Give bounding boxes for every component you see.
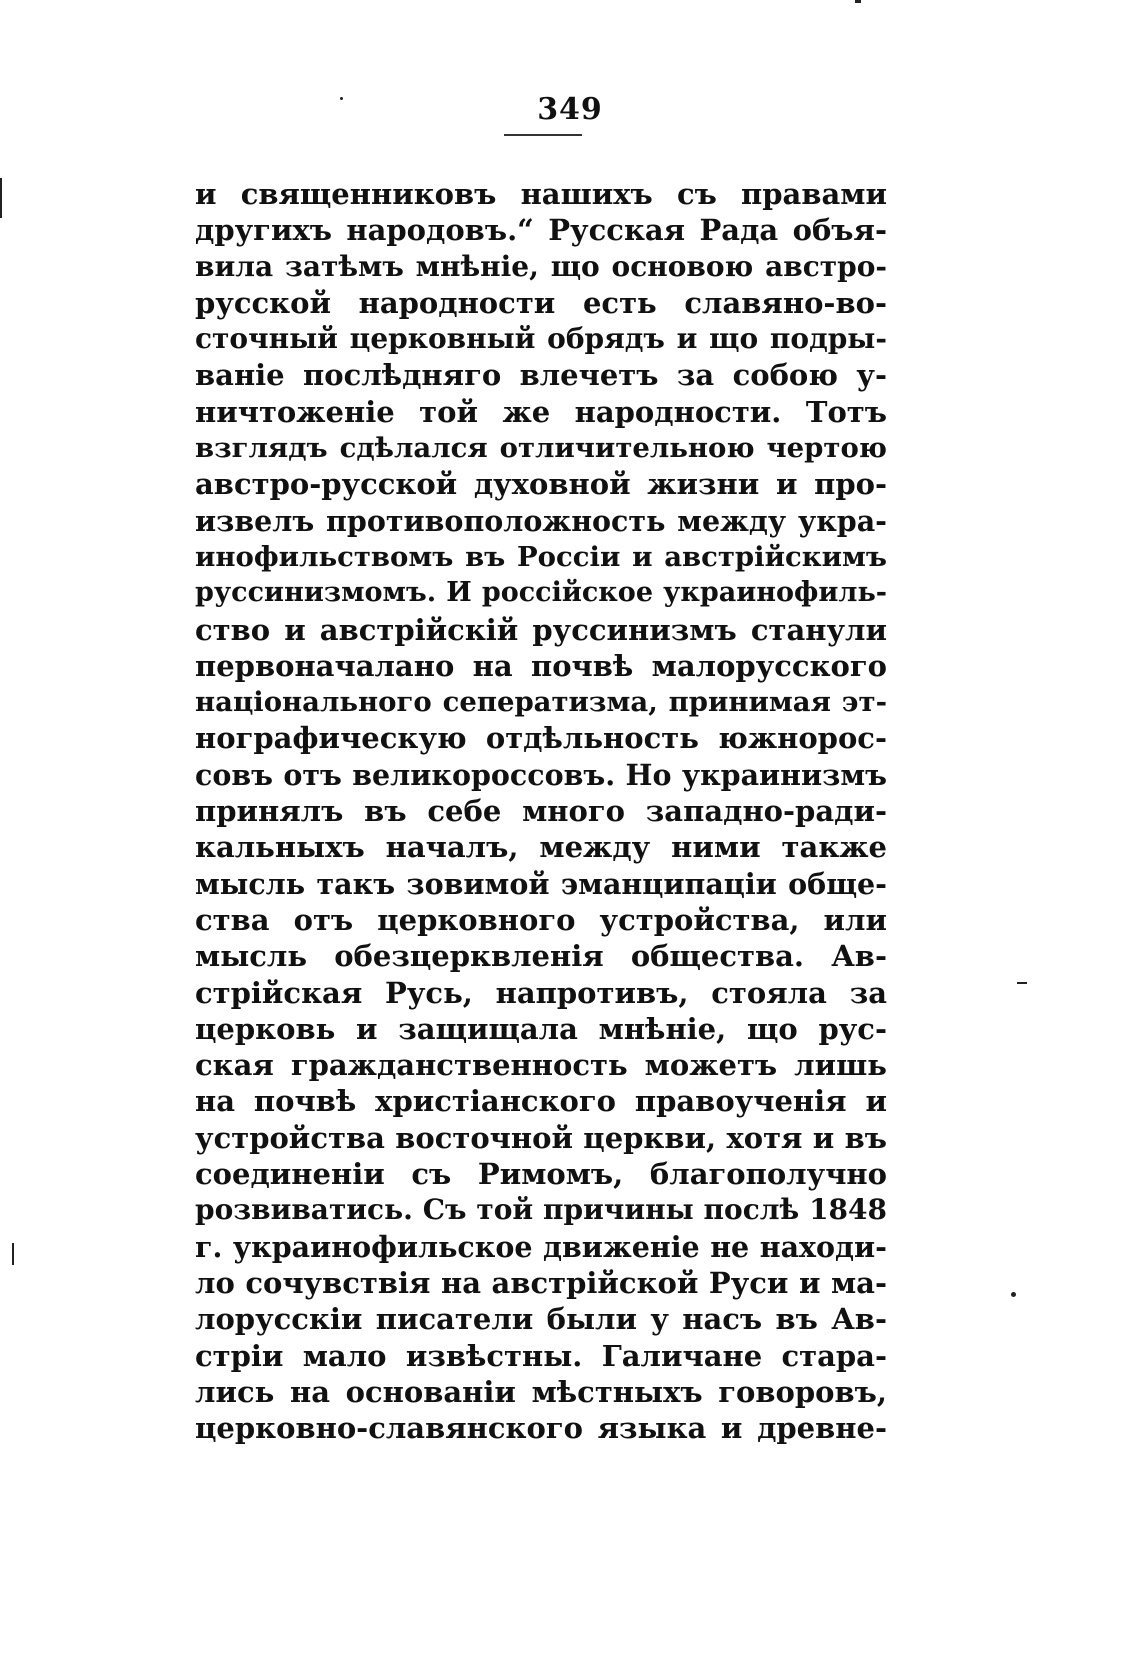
scan-mark	[0, 178, 2, 218]
scan-mark	[12, 1243, 14, 1265]
scan-mark	[1017, 982, 1027, 984]
text-line: ваніе послѣдняго влечетъ за собою у-	[195, 358, 887, 393]
text-line: на почвѣ христіанского правоученія и	[195, 1084, 887, 1119]
text-line: лорусскіи писатели были у насъ въ Ав-	[195, 1302, 887, 1337]
text-line: русской народности есть славяно-во-	[195, 285, 887, 320]
text-line: ство и австрійскій руссинизмъ станули	[195, 612, 887, 647]
text-line: мысль такъ зовимой эманципаціи обще-	[195, 866, 887, 901]
text-line: взглядъ сдѣлался отличительною чертою	[195, 432, 887, 465]
text-line: другихъ народовъ.“ Русская Рада объя-	[195, 213, 887, 248]
text-line: устройства восточной церкви, хотя и въ	[195, 1120, 887, 1155]
text-line: ская гражданственность можетъ лишь	[195, 1048, 887, 1083]
text-line: соединеніи съ Римомъ, благополучно	[195, 1157, 887, 1192]
text-line: церковь и защищала мнѣніе, що рус-	[195, 1011, 887, 1046]
scan-mark	[855, 0, 861, 3]
text-line: лись на основаніи мѣстныхъ говоровъ,	[195, 1374, 887, 1409]
text-line: первоначалано на почвѣ малорусского	[195, 648, 887, 683]
text-line: инофильствомъ въ Россіи и австрійскимъ	[195, 540, 887, 573]
scan-mark	[1011, 1292, 1016, 1297]
text-line: ничтоженіе той же народности. Тотъ	[195, 394, 887, 429]
text-line: розвиватись. Съ той причины послѣ 1848	[195, 1193, 887, 1227]
text-line: кальныхъ началъ, между ними также	[195, 830, 887, 865]
page-number: 349	[537, 92, 603, 127]
text-line: совъ отъ великороссовъ. Но украинизмъ	[195, 757, 887, 792]
text-line: принялъ въ себе много западно-ради-	[195, 794, 887, 829]
text-line: національного сеператизма, принимая эт-	[195, 686, 887, 719]
text-line: церковно-славянского языка и древне-	[195, 1411, 887, 1446]
text-line: сточный церковный обрядъ и що подры-	[195, 322, 887, 356]
text-line: стрійская Русь, напротивъ, стояла за	[195, 975, 887, 1010]
page-number-rule	[504, 134, 582, 136]
text-line: ства отъ церковного устройства, или	[195, 902, 887, 937]
text-line: вила затѣмъ мнѣніе, що основою австро-	[195, 249, 887, 283]
text-line: австро-русской духовной жизни и про-	[195, 467, 887, 502]
text-line: и священниковъ нашихъ съ правами	[195, 177, 887, 211]
text-line: руссинизмомъ. И россійское украинофиль-	[195, 577, 887, 609]
body-text	[195, 176, 887, 1446]
text-line: г. украинофильское движеніе не находи-	[195, 1229, 887, 1264]
text-line: стріи мало извѣстны. Галичане стара-	[195, 1338, 887, 1373]
text-line: мысль обезцерквленія общества. Ав-	[195, 939, 887, 974]
text-line: нографическую отдѣльность южнорос-	[195, 721, 887, 756]
text-line: извелъ противоположность между укра-	[195, 503, 887, 538]
text-line: ло сочувствія на австрійской Руси и ма-	[195, 1265, 887, 1300]
